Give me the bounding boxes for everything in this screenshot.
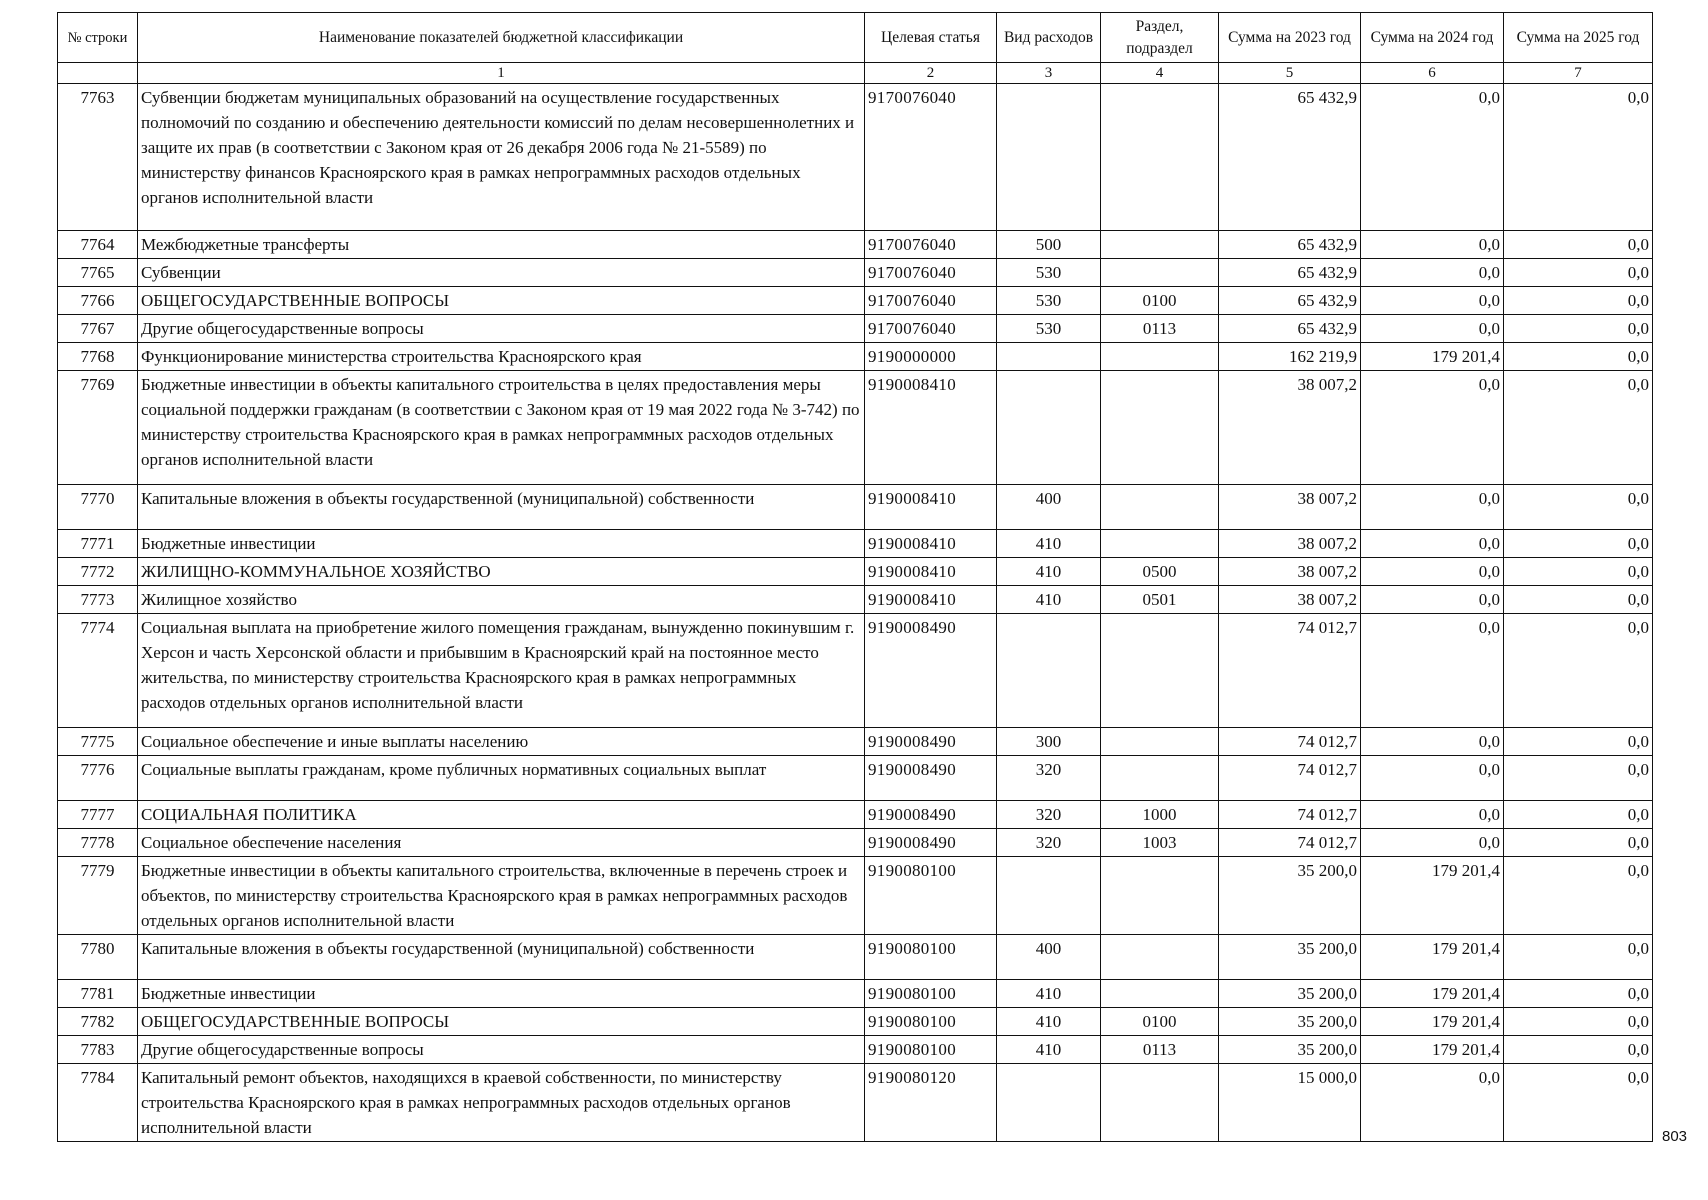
header-target: Целевая статья [865,13,997,63]
row-name: Бюджетные инвестиции [138,980,865,1008]
sum-2024: 179 201,4 [1361,1008,1504,1036]
table-row [58,1036,1653,1064]
row-number: 7780 [58,935,138,980]
row-number: 7784 [58,1064,138,1142]
row-number: 7770 [58,485,138,530]
expense-type: 410 [997,980,1101,1008]
row-name: Субвенции бюджетам муниципальных образований на осуществление государственных полномочий по созданию и обеспечению деятельности комиссий по делам несовершеннолетних и защите их прав (в соответствии с Законом края от 26 декабря 2006 года № 21-5589) по министерству финансов Красноярского края в рамках непрограммных расходов отдельных органов исполнительной власти [138,84,865,231]
section-code: 1000 [1101,801,1219,829]
sum-2025: 0,0 [1504,801,1653,829]
sum-2025: 0,0 [1504,756,1653,801]
expense-type: 410 [997,1008,1101,1036]
row-number: 7769 [58,371,138,485]
section-code [1101,371,1219,485]
table-row [58,558,1653,586]
row-name: Межбюджетные трансферты [138,231,865,259]
expense-type: 300 [997,728,1101,756]
target-code: 9190008490 [865,756,997,801]
expense-type: 320 [997,801,1101,829]
target-code: 9190080120 [865,1064,997,1142]
row-number: 7781 [58,980,138,1008]
sum-2025: 0,0 [1504,935,1653,980]
row-number: 7773 [58,586,138,614]
row-number: 7774 [58,614,138,728]
target-code: 9190080100 [865,1036,997,1064]
section-code [1101,614,1219,728]
target-code: 9190008410 [865,558,997,586]
sum-2024: 0,0 [1361,371,1504,485]
table-row [58,829,1653,857]
sum-2025: 0,0 [1504,857,1653,935]
row-number: 7771 [58,530,138,558]
row-number: 7767 [58,315,138,343]
sum-2025: 0,0 [1504,259,1653,287]
section-code [1101,756,1219,801]
expense-type: 320 [997,829,1101,857]
sum-2024: 0,0 [1361,530,1504,558]
table-row [58,84,1653,231]
expense-type: 410 [997,586,1101,614]
sum-2024: 0,0 [1361,287,1504,315]
expense-type: 410 [997,530,1101,558]
column-numbers-row [58,63,1653,84]
table-row [58,756,1653,801]
table-row [58,1008,1653,1036]
sum-2025: 0,0 [1504,728,1653,756]
row-name: Жилищное хозяйство [138,586,865,614]
target-code: 9190080100 [865,980,997,1008]
row-number: 7775 [58,728,138,756]
target-code: 9190000000 [865,343,997,371]
sum-2025: 0,0 [1504,84,1653,231]
table-row [58,315,1653,343]
row-name: Другие общегосударственные вопросы [138,315,865,343]
table-row [58,614,1653,728]
column-number: 6 [1361,63,1504,84]
sum-2023: 35 200,0 [1219,1008,1361,1036]
section-code: 0501 [1101,586,1219,614]
target-code: 9190008410 [865,586,997,614]
row-name: Другие общегосударственные вопросы [138,1036,865,1064]
table-row [58,371,1653,485]
sum-2025: 0,0 [1504,315,1653,343]
section-code [1101,485,1219,530]
row-name: Социальная выплата на приобретение жилого помещения гражданам, вынужденно покинувшим г. Херсон и часть Херсонской области и прибывшим в Красноярский край на постоянное место жительства, по министерству строительства Красноярского края в рамках непрограммных расходов отдельных органов исполнительной власти [138,614,865,728]
section-code [1101,728,1219,756]
sum-2023: 65 432,9 [1219,84,1361,231]
table-row [58,801,1653,829]
target-code: 9170076040 [865,259,997,287]
section-code: 0500 [1101,558,1219,586]
table-row [58,1064,1653,1142]
sum-2024: 179 201,4 [1361,857,1504,935]
row-number: 7764 [58,231,138,259]
section-code: 0113 [1101,1036,1219,1064]
sum-2024: 0,0 [1361,315,1504,343]
table-row [58,343,1653,371]
section-code [1101,259,1219,287]
target-code: 9190008490 [865,728,997,756]
section-code [1101,84,1219,231]
target-code: 9170076040 [865,231,997,259]
sum-2025: 0,0 [1504,586,1653,614]
sum-2023: 35 200,0 [1219,980,1361,1008]
sum-2024: 179 201,4 [1361,980,1504,1008]
row-name: СОЦИАЛЬНАЯ ПОЛИТИКА [138,801,865,829]
row-number: 7765 [58,259,138,287]
expense-type: 530 [997,315,1101,343]
section-code [1101,530,1219,558]
row-name: ОБЩЕГОСУДАРСТВЕННЫЕ ВОПРОСЫ [138,1008,865,1036]
section-code [1101,231,1219,259]
table-row [58,259,1653,287]
section-code [1101,980,1219,1008]
sum-2025: 0,0 [1504,371,1653,485]
table-row [58,231,1653,259]
header-name: Наименование показателей бюджетной классификации [138,13,865,63]
sum-2023: 65 432,9 [1219,315,1361,343]
section-code [1101,857,1219,935]
target-code: 9190080100 [865,935,997,980]
sum-2023: 38 007,2 [1219,371,1361,485]
target-code: 9190008410 [865,485,997,530]
target-code: 9170076040 [865,84,997,231]
sum-2024: 179 201,4 [1361,343,1504,371]
sum-2025: 0,0 [1504,829,1653,857]
sum-2025: 0,0 [1504,1064,1653,1142]
target-code: 9170076040 [865,315,997,343]
row-name: ЖИЛИЩНО-КОММУНАЛЬНОЕ ХОЗЯЙСТВО [138,558,865,586]
header-section: Раздел, подраздел [1101,13,1219,63]
column-number [58,63,138,84]
sum-2023: 74 012,7 [1219,829,1361,857]
sum-2025: 0,0 [1504,530,1653,558]
expense-type [997,1064,1101,1142]
sum-2024: 0,0 [1361,801,1504,829]
expense-type [997,857,1101,935]
expense-type [997,343,1101,371]
row-number: 7779 [58,857,138,935]
expense-type [997,371,1101,485]
sum-2023: 38 007,2 [1219,530,1361,558]
expense-type [997,614,1101,728]
target-code: 9170076040 [865,287,997,315]
sum-2023: 38 007,2 [1219,586,1361,614]
target-code: 9190008410 [865,530,997,558]
header-row [58,13,1653,63]
sum-2023: 65 432,9 [1219,287,1361,315]
column-number: 1 [138,63,865,84]
sum-2024: 0,0 [1361,614,1504,728]
row-name: Функционирование министерства строительства Красноярского края [138,343,865,371]
section-code: 0100 [1101,1008,1219,1036]
sum-2024: 0,0 [1361,756,1504,801]
column-number: 5 [1219,63,1361,84]
row-name: Субвенции [138,259,865,287]
sum-2025: 0,0 [1504,287,1653,315]
expense-type: 530 [997,259,1101,287]
expense-type: 530 [997,287,1101,315]
page-number: 803 [1662,1128,1688,1145]
table-row [58,287,1653,315]
sum-2023: 74 012,7 [1219,801,1361,829]
row-number: 7763 [58,84,138,231]
sum-2024: 0,0 [1361,485,1504,530]
row-name: Социальные выплаты гражданам, кроме публичных нормативных социальных выплат [138,756,865,801]
row-name: Бюджетные инвестиции в объекты капитального строительства, включенные в перечень строек и объектов, по министерству строительства Красноярского края в рамках непрограммных расходов отдельных органов исполнительной власти [138,857,865,935]
target-code: 9190080100 [865,857,997,935]
header-sum-2025: Сумма на 2025 год [1504,13,1653,63]
row-name: Капитальный ремонт объектов, находящихся в краевой собственности, по министерству строительства Красноярского края в рамках непрограммных расходов отдельных органов исполнительной власти [138,1064,865,1142]
sum-2024: 0,0 [1361,259,1504,287]
expense-type: 400 [997,485,1101,530]
expense-type: 400 [997,935,1101,980]
sum-2024: 0,0 [1361,1064,1504,1142]
sum-2025: 0,0 [1504,343,1653,371]
expense-type: 320 [997,756,1101,801]
target-code: 9190008490 [865,614,997,728]
sum-2024: 0,0 [1361,829,1504,857]
row-number: 7777 [58,801,138,829]
sum-2023: 35 200,0 [1219,857,1361,935]
row-name: Капитальные вложения в объекты государственной (муниципальной) собственности [138,935,865,980]
table-row [58,935,1653,980]
sum-2025: 0,0 [1504,614,1653,728]
sum-2023: 74 012,7 [1219,614,1361,728]
row-name: ОБЩЕГОСУДАРСТВЕННЫЕ ВОПРОСЫ [138,287,865,315]
sum-2023: 74 012,7 [1219,756,1361,801]
sum-2024: 0,0 [1361,84,1504,231]
target-code: 9190008410 [865,371,997,485]
sum-2023: 162 219,9 [1219,343,1361,371]
sum-2023: 65 432,9 [1219,259,1361,287]
row-name: Бюджетные инвестиции [138,530,865,558]
header-expense-type: Вид расходов [997,13,1101,63]
header-sum-2023: Сумма на 2023 год [1219,13,1361,63]
table-row [58,586,1653,614]
target-code: 9190008490 [865,801,997,829]
sum-2024: 179 201,4 [1361,1036,1504,1064]
sum-2024: 0,0 [1361,586,1504,614]
sum-2025: 0,0 [1504,1008,1653,1036]
table-body [58,84,1653,1142]
row-number: 7768 [58,343,138,371]
sum-2025: 0,0 [1504,485,1653,530]
table-row [58,728,1653,756]
sum-2024: 0,0 [1361,231,1504,259]
section-code [1101,1064,1219,1142]
section-code: 0100 [1101,287,1219,315]
column-number: 2 [865,63,997,84]
target-code: 9190008490 [865,829,997,857]
sum-2023: 74 012,7 [1219,728,1361,756]
sum-2024: 179 201,4 [1361,935,1504,980]
header-row-no: № строки [58,13,138,63]
sum-2023: 35 200,0 [1219,935,1361,980]
sum-2025: 0,0 [1504,558,1653,586]
sum-2023: 65 432,9 [1219,231,1361,259]
row-name: Бюджетные инвестиции в объекты капитального строительства в целях предоставления меры социальной поддержки гражданам (в соответствии с Законом края от 19 мая 2022 года № 3-742) по министерству строительства Красноярского края в рамках непрограммных расходов отдельных органов исполнительной власти [138,371,865,485]
row-name: Капитальные вложения в объекты государственной (муниципальной) собственности [138,485,865,530]
target-code: 9190080100 [865,1008,997,1036]
section-code: 0113 [1101,315,1219,343]
table-row [58,530,1653,558]
row-number: 7778 [58,829,138,857]
row-number: 7782 [58,1008,138,1036]
table-row [58,980,1653,1008]
column-number: 3 [997,63,1101,84]
expense-type: 410 [997,558,1101,586]
expense-type: 500 [997,231,1101,259]
row-number: 7772 [58,558,138,586]
expense-type: 410 [997,1036,1101,1064]
row-number: 7776 [58,756,138,801]
table-row [58,485,1653,530]
row-name: Социальное обеспечение и иные выплаты населению [138,728,865,756]
sum-2025: 0,0 [1504,231,1653,259]
header-sum-2024: Сумма на 2024 год [1361,13,1504,63]
expense-type [997,84,1101,231]
section-code: 1003 [1101,829,1219,857]
sum-2025: 0,0 [1504,980,1653,1008]
section-code [1101,935,1219,980]
sum-2023: 35 200,0 [1219,1036,1361,1064]
column-number: 4 [1101,63,1219,84]
section-code [1101,343,1219,371]
table-row [58,857,1653,935]
sum-2023: 15 000,0 [1219,1064,1361,1142]
sum-2024: 0,0 [1361,728,1504,756]
row-number: 7766 [58,287,138,315]
budget-table [57,12,1653,1142]
sum-2023: 38 007,2 [1219,558,1361,586]
sum-2025: 0,0 [1504,1036,1653,1064]
sum-2024: 0,0 [1361,558,1504,586]
row-number: 7783 [58,1036,138,1064]
sum-2023: 38 007,2 [1219,485,1361,530]
row-name: Социальное обеспечение населения [138,829,865,857]
column-number: 7 [1504,63,1653,84]
